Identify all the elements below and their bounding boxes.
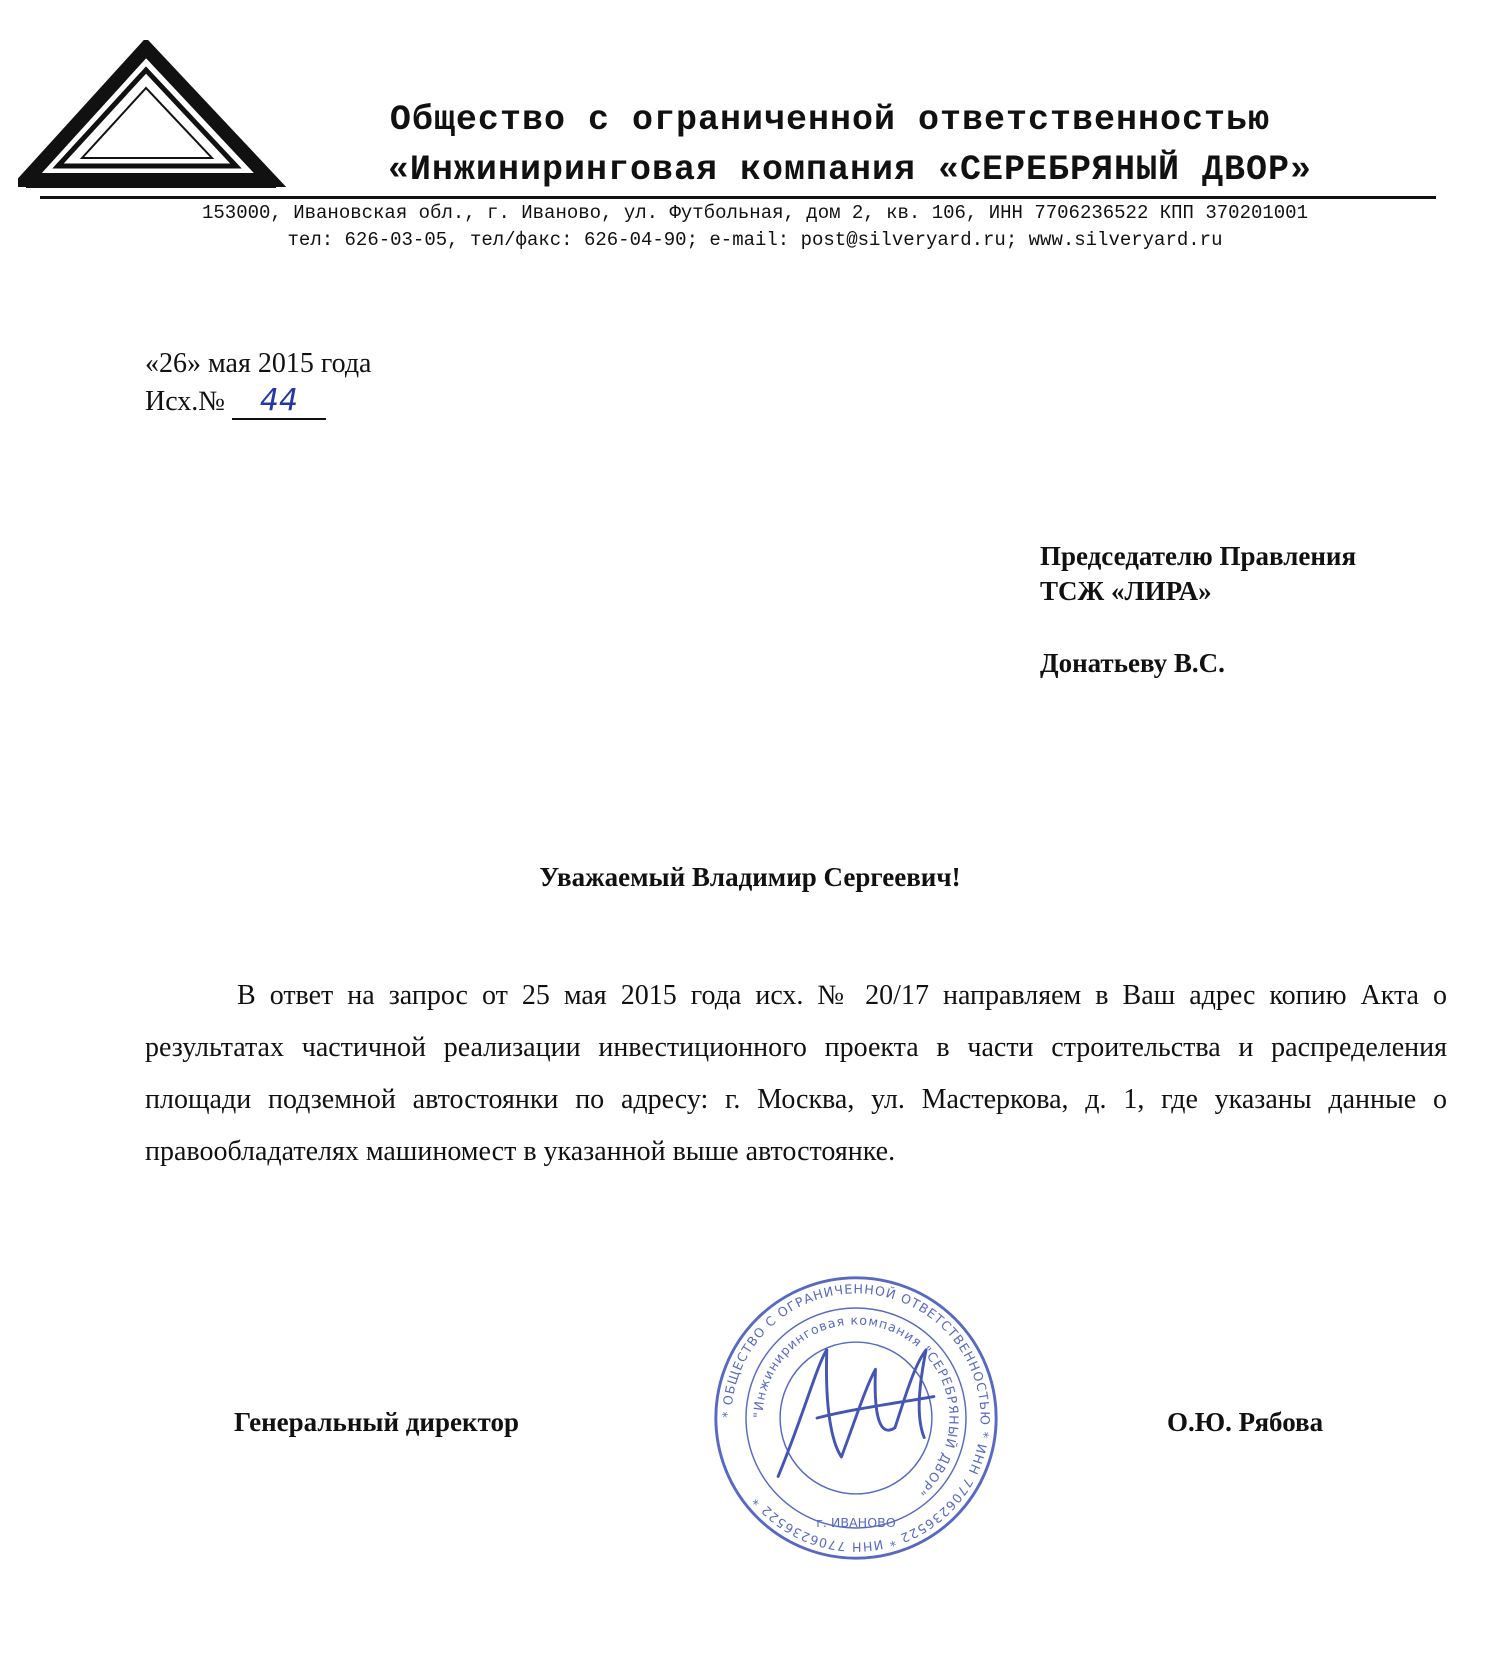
outgoing-number: 44 <box>232 384 326 420</box>
signature-scribble <box>778 1350 934 1477</box>
salutation: Уважаемый Владимир Сергеевич! <box>539 862 961 892</box>
signer-name: О.Ю. Рябова <box>1167 1407 1324 1437</box>
company-seal <box>710 1272 1002 1564</box>
addressee-name: Донатьеву В.С. <box>1040 648 1225 678</box>
triangle-logo-icon <box>18 40 288 190</box>
company-name-line2: «Инжиниринговая компания «СЕРЕБРЯНЫЙ ДВОР» <box>387 150 1313 190</box>
addressee-position: Председателю Правления <box>1040 541 1357 571</box>
company-name-line1: Общество с ограниченной ответственностью <box>389 100 1271 140</box>
company-contacts: тел: 626-03-05, тел/факс: 626-04-90; e-mail: post@silveryard.ru; www.silveryard.ru <box>287 229 1223 251</box>
addressee-organization: ТСЖ «ЛИРА» <box>1040 576 1212 606</box>
letter-body: В ответ на запрос от 25 мая 2015 года исх. № 20/17 направляем в Ваш адрес копию Акта о результатах частичной реализации инвестиционного проекта в части строительства и распределения площади подземной автостоянки по адресу: г. Москва, ул. Мастеркова, д. 1, где указаны данные о правообладателях машиномест в указанной выше автостоянке. <box>145 980 1447 1167</box>
signer-title: Генеральный директор <box>234 1407 519 1437</box>
seal-outer-text: * ОБЩЕСТВО С ОГРАНИЧЕННОЙ ОТВЕТСТВЕННОСТЬЮ * ИНН 7706236522 * ИНН 7706236522 * <box>719 1281 993 1555</box>
company-address: 153000, Ивановская обл., г. Иваново, ул. Футбольная, дом 2, кв. 106, ИНН 7706236522 КПП 370201001 <box>202 202 1308 224</box>
letter-date: «26» мая 2015 года <box>145 348 372 379</box>
outgoing-reference <box>145 384 326 420</box>
header-divider <box>40 196 1436 199</box>
seal-city: г. ИВАНОВО <box>816 1515 896 1531</box>
outgoing-label: Исх.№ <box>145 386 225 417</box>
seal-inner-text: "Инжиниринговая компания "СЕРЕБРЯНЫЙ ДВОР" <box>750 1312 962 1499</box>
